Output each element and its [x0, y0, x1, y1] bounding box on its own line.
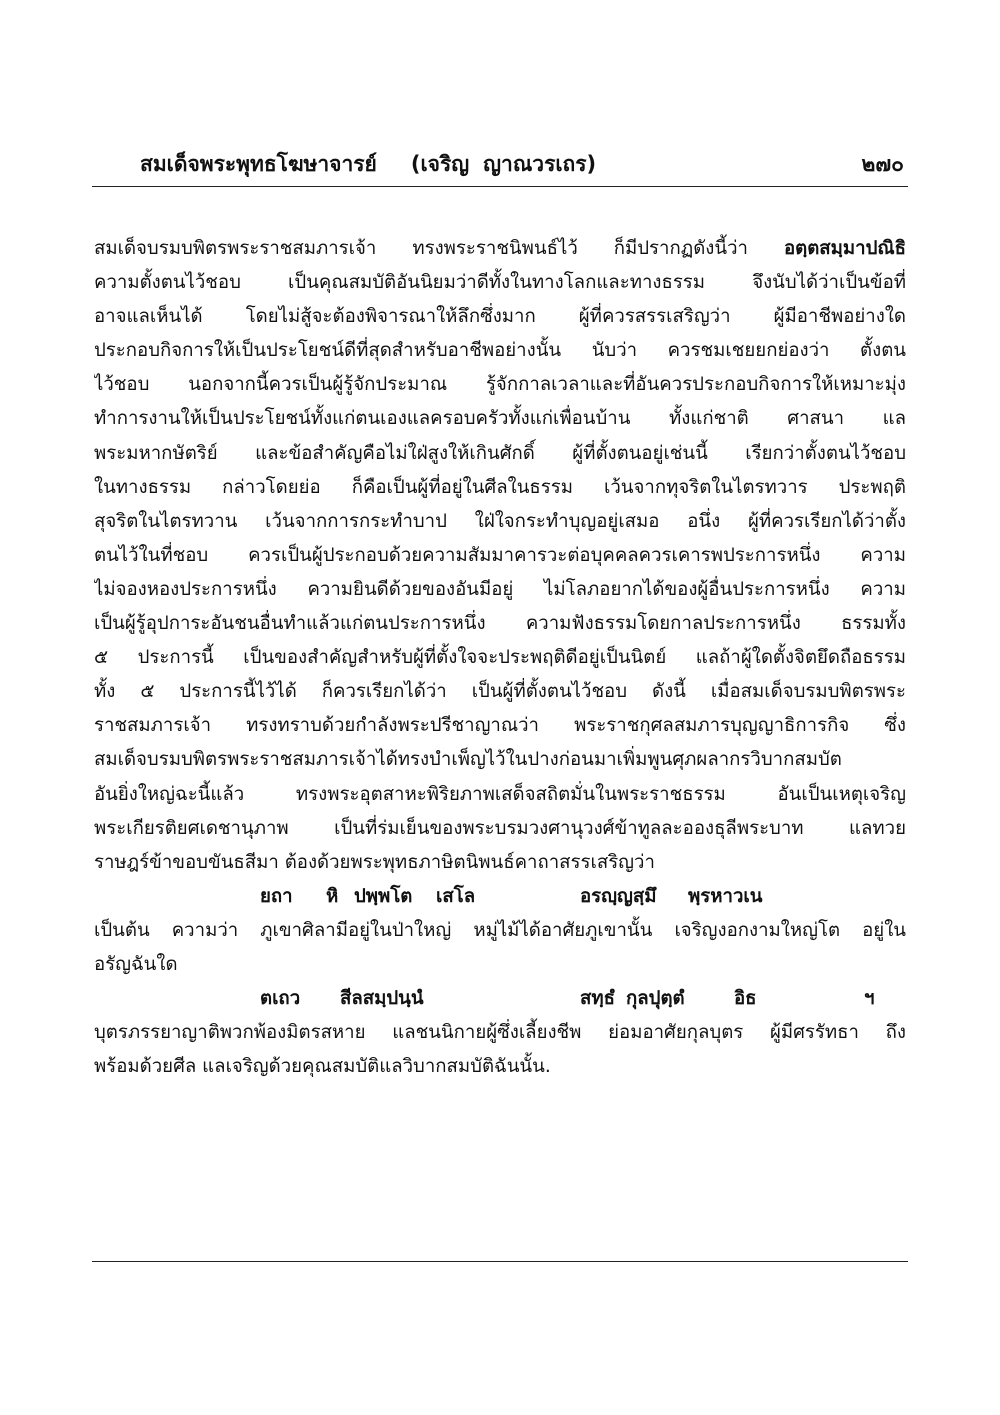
body-text [94, 232, 906, 1084]
text-line: ทั้ง ๕ ประการนี้ไว้ได้ ก็ควรเรียกได้ว่า เป็นผู้ที่ตั้งตนไว้ชอบ ดังนี้ เมื่อสมเด็จบรมบพิตรพระ [94, 681, 906, 703]
header-name-close: ญาณวรเถร) [483, 152, 597, 176]
text-line: พระมหากษัตริย์ และข้อสำคัญคือไม่ใฝ่สูงให้เกินศักดิ์ ผู้ที่ตั้งตนอยู่เช่นนี้ เรียกว่าตั้งตนไว้ชอบ [94, 442, 906, 464]
footer-divider [92, 1261, 908, 1262]
text-line: ประกอบกิจการให้เป็นประโยชน์ดีที่สุดสำหรับอาชีพอย่างนั้น นับว่า ควรชมเชยยกย่องว่า ตั้งตน [94, 340, 906, 362]
text-line: ไม่จองหองประการหนึ่ง ความยินดีด้วยของอันมีอยู่ ไม่โลภอยากได้ของผู้อื่นประการหนึ่ง ความ [94, 578, 906, 600]
verse-word: ยถา [260, 885, 293, 907]
verse-word: อิธ [734, 988, 757, 1010]
pali-term: อตฺตสมฺมาปณิธิ [783, 238, 906, 259]
text-line: ไว้ชอบ นอกจากนี้ควรเป็นผู้รู้จักประมาณ รู้จักกาลเวลาและที่อันควรประกอบกิจการให้เหมาะมุ่ง [94, 374, 906, 396]
text-line: ทำการงานให้เป็นประโยชน์ทั้งแก่ตนเองแลครอบครัวทั้งแก่เพื่อนบ้าน ทั้งแก่ชาติ ศาสนา แล [94, 408, 906, 430]
text-line: ตนไว้ในที่ชอบ ควรเป็นผู้ประกอบด้วยความสัมมาคารวะต่อบุคคลควรเคารพประการหนึ่ง ความ [94, 544, 906, 566]
text-line: ความตั้งตนไว้ชอบ เป็นคุณสมบัติอันนิยมว่าดีทั้งในทางโลกและทางธรรม จึงนับได้ว่าเป็นข้อที่ [94, 272, 906, 294]
verse-line-1 [94, 880, 906, 914]
text-line: ราษฎร์ข้าขอบขันธสีมา ต้องด้วยพระพุทธภาษิตนิพนธ์คาถาสรรเสริญว่า [94, 851, 655, 873]
text-line: อรัญฉันใด [94, 953, 178, 975]
verse-line-2 [94, 982, 906, 1016]
header-name-open: (เจริญ [410, 152, 470, 176]
verse-word: หิ [326, 885, 339, 907]
text-line [94, 232, 906, 266]
text-line: สมเด็จบรมบพิตรพระราชสมภารเจ้าได้ทรงบำเพ็ญไว้ในปางก่อนมาเพิ่มพูนศุภผลากรวิบากสมบัต [94, 749, 842, 771]
text-line: พระเกียรติยศเดชานุภาพ เป็นที่ร่มเย็นของพระบรมวงศานุวงศ์ข้าทูลละอองธุลีพระบาท แลทวย [94, 817, 906, 839]
page-header [92, 140, 908, 187]
text-line: อันยิ่งใหญ่ฉะนี้แล้ว ทรงพระอุตสาหะพิริยภาพเสด็จสถิตมั่นในพระราชธรรม อันเป็นเหตุเจริญ [94, 783, 906, 805]
verse-word: ฯ [864, 988, 875, 1010]
verse-word: ตเถว [260, 988, 301, 1010]
verse-word: สทฺธํ [580, 988, 615, 1010]
header-title-group [140, 148, 596, 181]
text-line: บุตรภรรยาญาติพวกพ้องมิตรสหาย แลชนนิกายผู้ซึ่งเลี้ยงชีพ ย่อมอาศัยกุลบุตร ผู้มีศรรัทธา ถึง [94, 1022, 906, 1044]
verse-word: อรญฺญสฺมึ [580, 885, 657, 907]
verse-word: ปพฺพโต [354, 885, 413, 907]
page-number: ๒๗๐ [861, 152, 904, 176]
verse-word: เสโล [436, 885, 476, 907]
verse-word: กุลปุตฺตํ [626, 988, 685, 1010]
header-title: สมเด็จพระพุทธโฆษาจารย์ [140, 152, 377, 176]
text-line: ๕ ประการนี้ เป็นของสำคัญสำหรับผู้ที่ตั้งใจจะประพฤติดีอยู่เป็นนิตย์ แลถ้าผู้ใดตั้งจิตยึดถือธรรม [94, 647, 906, 669]
text-line: เป็นผู้รู้อุปการะอันชนอื่นทำแล้วแก่ตนประการหนึ่ง ความฟังธรรมโดยกาลประการหนึ่ง ธรรมทั้ง [94, 613, 906, 635]
text-line: สุจริตในไตรทวาน เว้นจากการกระทำบาป ใฝ่ใจกระทำบุญอยู่เสมอ อนึ่ง ผู้ที่ควรเรียกได้ว่าตั้ง [94, 510, 906, 532]
text-line: อาจแลเห็นได้ โดยไม่สู้จะต้องพิจารณาให้ลึกซึ่งมาก ผู้ที่ควรสรรเสริญว่า ผู้มีอาชีพอย่างใด [94, 306, 906, 328]
text-line: ในทางธรรม กล่าวโดยย่อ ก็คือเป็นผู้ที่อยู่ในศีลในธรรม เว้นจากทุจริตในไตรทวาร ประพฤติ [94, 476, 906, 498]
text-line: พร้อมด้วยศีล แลเจริญด้วยคุณสมบัติแลวิบากสมบัติฉันนั้น. [94, 1056, 551, 1078]
line1-text: สมเด็จบรมบพิตรพระราชสมภารเจ้า ทรงพระราชนิพนธ์ไว้ ก็มีปรากฏดังนี้ว่า [94, 238, 748, 259]
verse-word: พฺรหาวเน [688, 885, 763, 907]
verse-word: สีลสมฺปนฺนํ [340, 988, 424, 1010]
text-line: ราชสมภารเจ้า ทรงทราบด้วยกำลังพระปรีชาญาณว่า พระราชกุศลสมภารบุญญาธิการกิจ ซึ่ง [94, 715, 906, 737]
text-line: เป็นต้น ความว่า ภูเขาศิลามีอยู่ในป่าใหญ่ หมู่ไม้ได้อาศัยภูเขานั้น เจริญงอกงามใหญ่โต อยู่ใน [94, 919, 906, 941]
